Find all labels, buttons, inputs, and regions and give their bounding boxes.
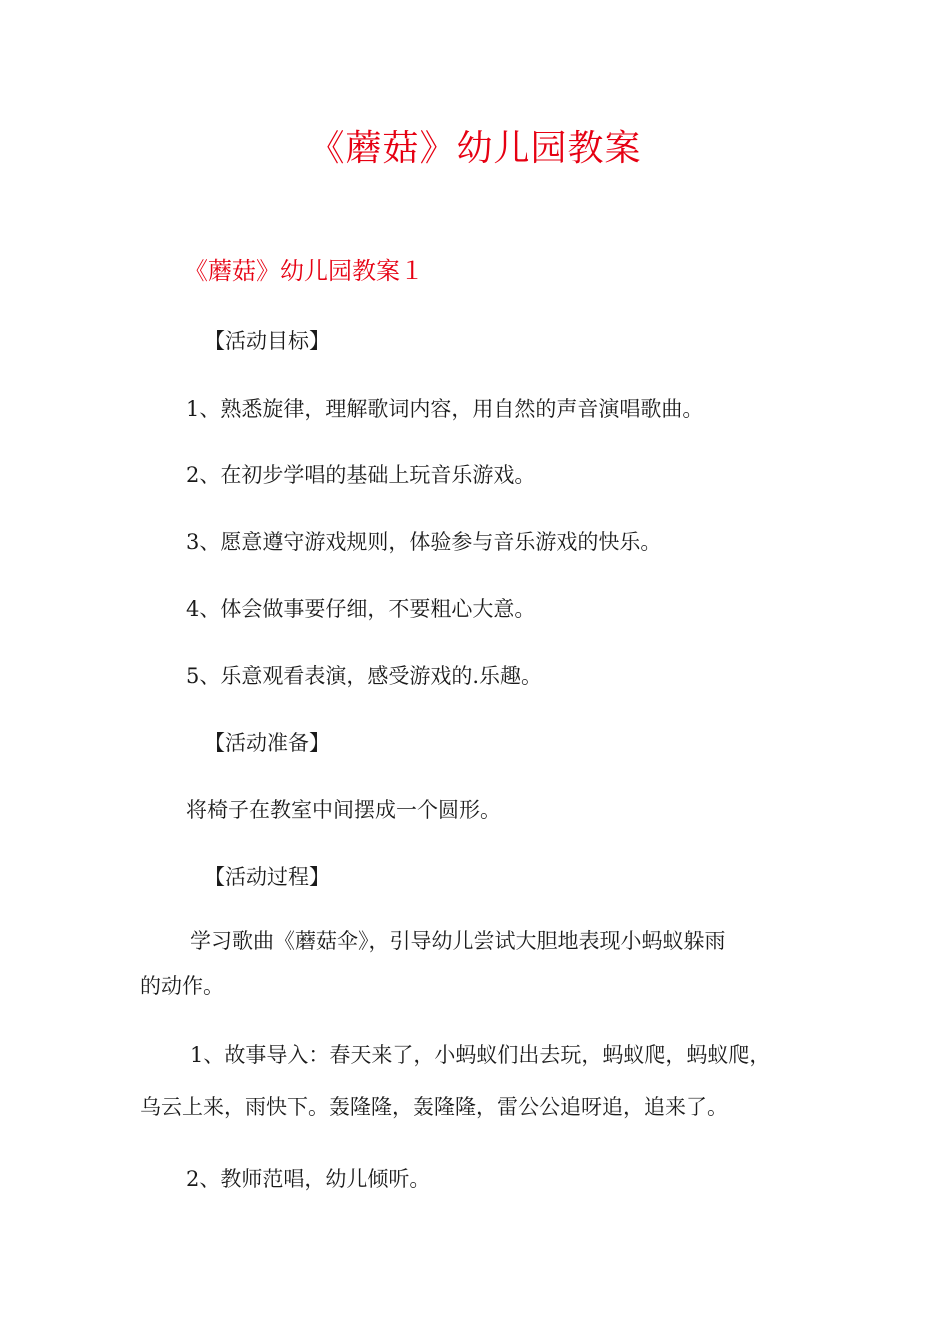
prep-heading: 【活动准备】 [204, 731, 330, 755]
document-title: 《蘑菇》幼儿园教案 [308, 128, 642, 169]
goals-heading: 【活动目标】 [204, 329, 330, 353]
section-heading: 《蘑菇》幼儿园教案１ [184, 257, 424, 285]
step-2: 2、教师范唱，幼儿倾听。 [186, 1167, 431, 1191]
process-heading: 【活动过程】 [204, 865, 330, 889]
goal-item-5: 5、乐意观看表演，感受游戏的.乐趣。 [186, 664, 543, 688]
step-1-line-2: 乌云上来，雨快下。轰隆隆，轰隆隆，雷公公追呀追，追来了。 [140, 1095, 728, 1119]
goal-item-3: 3、愿意遵守游戏规则，体验参与音乐游戏的快乐。 [186, 530, 662, 554]
step-1-line-1: 1、故事导入：春天来了，小蚂蚁们出去玩，蚂蚁爬，蚂蚁爬， [190, 1043, 771, 1067]
process-intro-line-2: 的动作。 [140, 974, 224, 998]
process-intro-line-1: 学习歌曲《蘑菇伞》，引导幼儿尝试大胆地表现小蚂蚁躲雨 [190, 929, 726, 953]
prep-text: 将椅子在教室中间摆成一个圆形。 [186, 798, 501, 822]
goal-item-4: 4、体会做事要仔细，不要粗心大意。 [186, 597, 536, 621]
goal-item-1: 1、熟悉旋律，理解歌词内容，用自然的声音演唱歌曲。 [186, 397, 704, 421]
goal-item-2: 2、在初步学唱的基础上玩音乐游戏。 [186, 463, 536, 487]
